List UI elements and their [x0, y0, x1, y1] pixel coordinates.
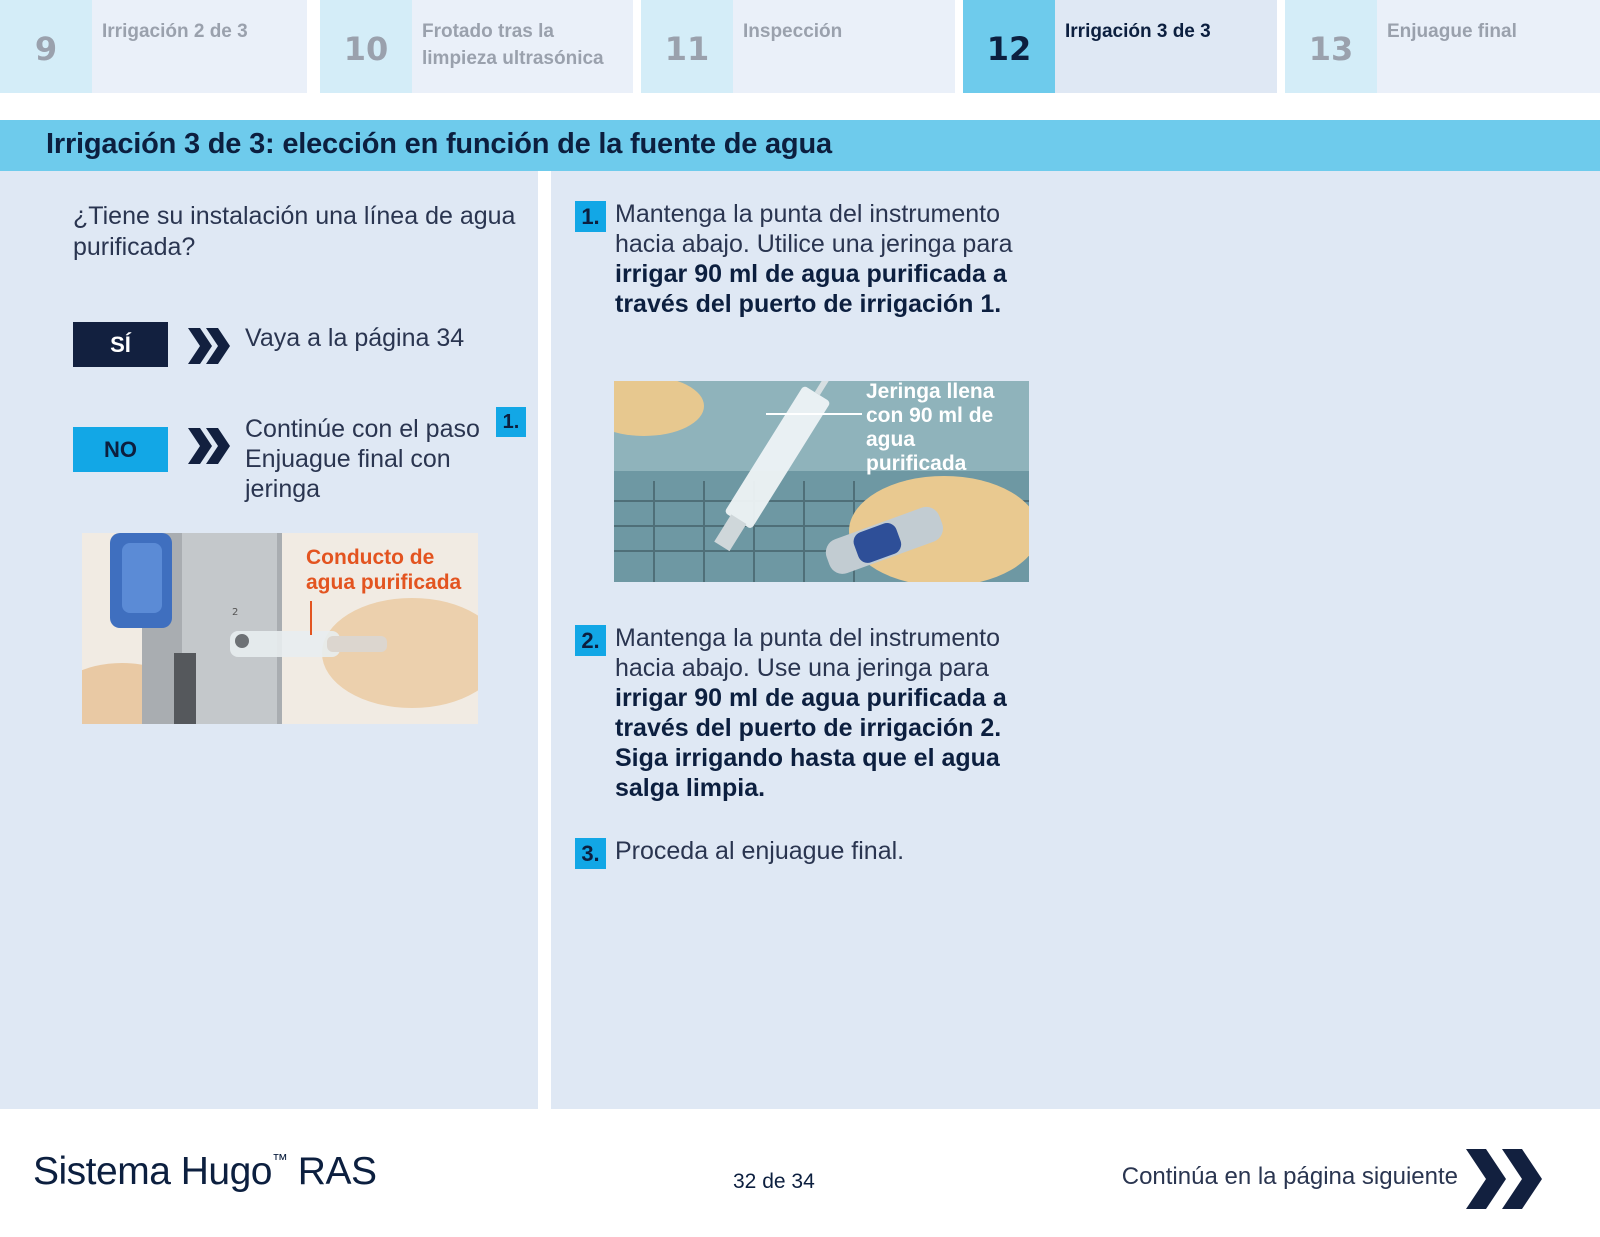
step-tab-label: Irrigación 2 de 3 — [102, 21, 248, 42]
double-chevron-right-icon — [186, 428, 232, 464]
step-text-plain: Mantenga la punta del instrumento hacia abajo. Utilice una jeringa para — [615, 200, 1013, 258]
step-tab-number: 10 — [320, 0, 412, 93]
purified-water-line-callout: Conducto de agua purificada — [306, 546, 462, 594]
step-number-badge: 3. — [575, 838, 606, 869]
step-tab-label: Frotado tras la limpieza ultrasónica — [422, 21, 604, 69]
step-tab-12[interactable] — [963, 0, 1277, 93]
product-brand — [33, 1150, 376, 1194]
step-number-badge: 1. — [496, 407, 526, 437]
page-title: Irrigación 3 de 3: elección en función de la fuente de agua — [46, 128, 832, 160]
instructions-panel — [551, 171, 1600, 1109]
syringe-callout: Jeringa llena con 90 ml de agua purificada — [866, 381, 995, 475]
step-tab-11[interactable] — [641, 0, 955, 93]
decision-question: ¿Tiene su instalación una línea de agua purificada? — [73, 202, 516, 261]
step-text — [615, 199, 1055, 319]
step-tab-label: Irrigación 3 de 3 — [1065, 21, 1211, 42]
step-tab-number: 11 — [641, 0, 733, 93]
step-number-badge: 1. — [575, 201, 606, 232]
purified-water-line-photo — [82, 533, 478, 724]
no-option-text: Continúe con el paso Enjuague final con jeringa — [245, 415, 480, 503]
step-number-badge: 2. — [575, 625, 606, 656]
page-number: 32 de 34 — [733, 1170, 815, 1193]
yes-option-box: SÍ — [73, 322, 168, 367]
decision-panel — [0, 171, 538, 1109]
step-tab-13[interactable] — [1285, 0, 1600, 93]
step-text-plain: Mantenga la punta del instrumento hacia abajo. Use una jeringa para — [615, 624, 1000, 682]
step-tab-label: Enjuague final — [1387, 21, 1517, 42]
step-text — [615, 623, 1055, 803]
step-text: Proceda al enjuague final. — [615, 837, 905, 865]
no-option-box: NO — [73, 427, 168, 472]
continue-next-page-text[interactable]: Continúa en la página siguiente — [1121, 1163, 1458, 1190]
svg-text:2: 2 — [232, 607, 239, 618]
step-tab-10[interactable] — [320, 0, 633, 93]
step-tab-number: 12 — [963, 0, 1055, 93]
syringe-irrigation-photo — [614, 381, 1029, 582]
double-chevron-right-icon — [186, 328, 232, 364]
step-text-bold: irrigar 90 ml de agua purificada a través del puerto de irrigación 1. — [615, 260, 1007, 318]
next-page-chevron-icon[interactable] — [1466, 1149, 1548, 1209]
trademark-symbol: ™ — [271, 1152, 288, 1169]
step-tab-number: 13 — [1285, 0, 1377, 93]
callout-leader-line — [310, 601, 312, 635]
step-tab-label: Inspección — [743, 21, 843, 42]
yes-option-text: Vaya a la página 34 — [245, 324, 465, 352]
step-navigation — [0, 0, 1600, 93]
brand-name: Sistema Hugo — [33, 1150, 272, 1193]
callout-leader-line — [766, 413, 862, 415]
step-tab-number: 9 — [0, 0, 92, 93]
title-bar — [0, 120, 1600, 171]
step-text-bold: irrigar 90 ml de agua purificada a través del puerto de irrigación 2. Siga irrigando hasta que el agua salga limpia. — [615, 684, 1007, 802]
brand-suffix: RAS — [287, 1150, 377, 1193]
step-tab-9[interactable] — [0, 0, 307, 93]
